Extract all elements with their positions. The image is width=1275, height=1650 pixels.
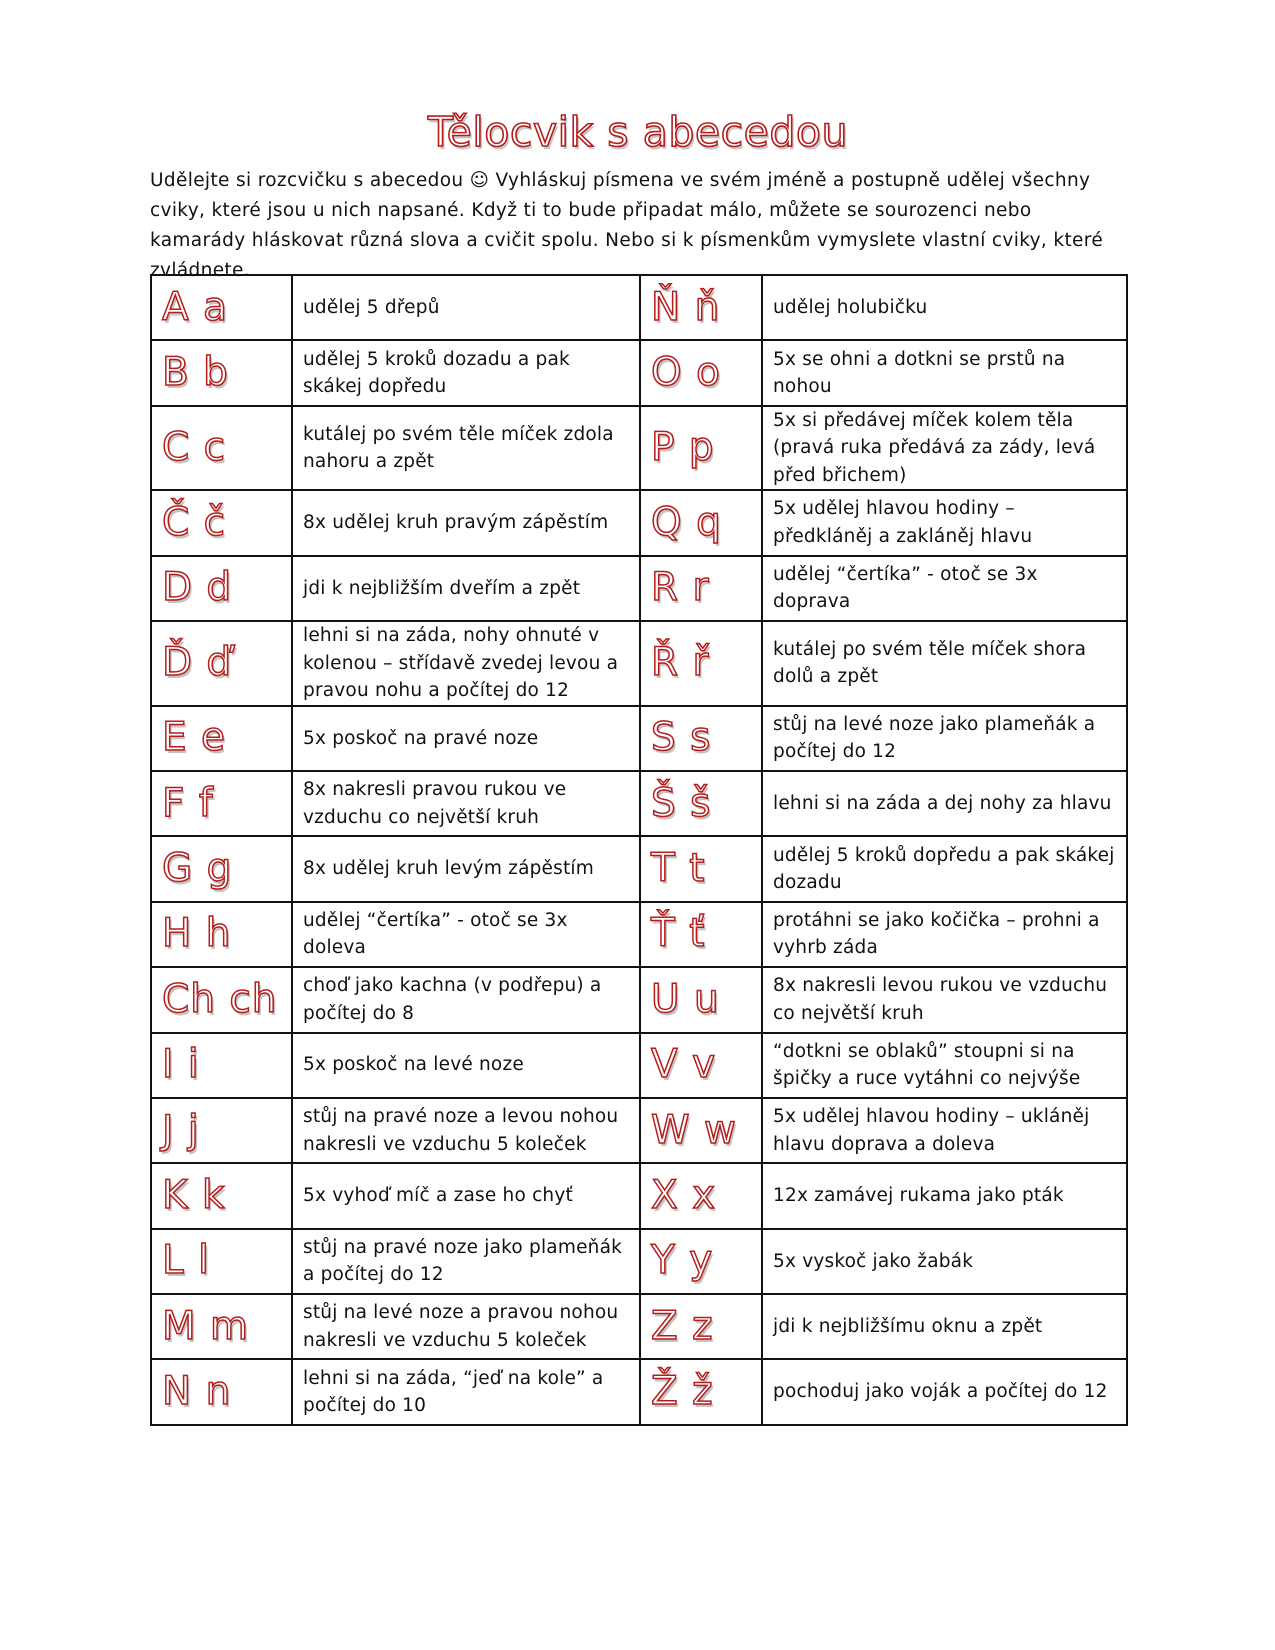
- letter-glyph: D d: [162, 565, 233, 611]
- exercise-cell-right: udělej holubičku: [762, 275, 1127, 340]
- letter-glyph: R r: [651, 565, 710, 611]
- letter-glyph: L l: [162, 1238, 210, 1284]
- exercise-cell-right: 5x se ohni a dotkni se prstů na nohou: [762, 340, 1127, 405]
- table-row: [151, 275, 1127, 340]
- letter-cell-right: [640, 967, 762, 1032]
- letter-cell-left: [151, 556, 292, 621]
- exercise-cell-right: jdi k nejbližšímu oknu a zpět: [762, 1294, 1127, 1359]
- exercise-cell-right: 5x vyskoč jako žabák: [762, 1229, 1127, 1294]
- letter-cell-right: [640, 771, 762, 836]
- alphabet-exercise-table: [150, 274, 1128, 1426]
- table-row: [151, 967, 1127, 1032]
- letter-cell-right: [640, 1229, 762, 1294]
- exercise-cell-left: 5x poskoč na pravé noze: [292, 706, 640, 771]
- letter-cell-left: [151, 1294, 292, 1359]
- letter-cell-left: [151, 1033, 292, 1098]
- exercise-cell-right: udělej “čertíka” - otoč se 3x doprava: [762, 556, 1127, 621]
- exercise-cell-left: udělej “čertíka” - otoč se 3x doleva: [292, 902, 640, 967]
- letter-glyph: P p: [651, 425, 715, 471]
- letter-glyph: Ř ř: [651, 640, 710, 686]
- letter-cell-left: [151, 621, 292, 706]
- letter-cell-left: [151, 902, 292, 967]
- letter-glyph: I i: [162, 1042, 200, 1088]
- letter-glyph: Q q: [651, 499, 722, 545]
- letter-cell-right: [640, 621, 762, 706]
- exercise-cell-left: 5x vyhoď míč a zase ho chyť: [292, 1163, 640, 1228]
- exercise-cell-right: pochoduj jako voják a počítej do 12: [762, 1359, 1127, 1424]
- letter-cell-left: [151, 340, 292, 405]
- table-row: [151, 621, 1127, 706]
- letter-glyph: G g: [162, 846, 233, 892]
- letter-cell-right: [640, 340, 762, 405]
- exercise-cell-left: 8x udělej kruh pravým zápěstím: [292, 490, 640, 555]
- table-row: [151, 1163, 1127, 1228]
- exercise-cell-left: choď jako kachna (v podřepu) a počítej do 8: [292, 967, 640, 1032]
- letter-cell-left: [151, 771, 292, 836]
- table-row: [151, 1098, 1127, 1163]
- exercise-cell-right: 12x zamávej rukama jako pták: [762, 1163, 1127, 1228]
- table-row: [151, 1229, 1127, 1294]
- letter-glyph: X x: [651, 1172, 717, 1218]
- letter-glyph: T t: [651, 846, 706, 892]
- page-title: Tělocvik s abecedou: [428, 108, 848, 156]
- exercise-cell-left: stůj na pravé noze jako plameňák a počítej do 12: [292, 1229, 640, 1294]
- letter-glyph: B b: [162, 350, 229, 396]
- exercise-cell-right: protáhni se jako kočička – prohni a vyhrb záda: [762, 902, 1127, 967]
- letter-cell-left: [151, 1229, 292, 1294]
- letter-cell-left: [151, 836, 292, 901]
- letter-cell-right: [640, 1359, 762, 1424]
- letter-glyph: F f: [162, 780, 214, 826]
- letter-cell-right: [640, 1294, 762, 1359]
- exercise-cell-left: kutálej po svém těle míček zdola nahoru a zpět: [292, 406, 640, 491]
- letter-cell-right: [640, 275, 762, 340]
- letter-cell-left: [151, 1359, 292, 1424]
- exercise-cell-right: 5x si předávej míček kolem těla (pravá ruka předává za zády, levá před břichem): [762, 406, 1127, 491]
- letter-cell-left: [151, 967, 292, 1032]
- letter-glyph: Ď ď: [162, 640, 233, 686]
- exercise-cell-left: lehni si na záda, nohy ohnuté v kolenou – střídavě zvedej levou a pravou nohu a počítej do 12: [292, 621, 640, 706]
- letter-glyph: J j: [162, 1107, 200, 1153]
- letter-glyph: S s: [651, 715, 712, 761]
- exercise-cell-right: udělej 5 kroků dopředu a pak skákej dozadu: [762, 836, 1127, 901]
- exercise-cell-right: kutálej po svém těle míček shora dolů a zpět: [762, 621, 1127, 706]
- letter-cell-right: [640, 1163, 762, 1228]
- letter-cell-right: [640, 556, 762, 621]
- table-row: [151, 1359, 1127, 1424]
- letter-glyph: C c: [162, 425, 227, 471]
- letter-cell-left: [151, 1163, 292, 1228]
- exercise-cell-left: udělej 5 kroků dozadu a pak skákej dopředu: [292, 340, 640, 405]
- table-body: [151, 275, 1127, 1425]
- table-row: [151, 902, 1127, 967]
- table-row: [151, 1033, 1127, 1098]
- table-row: [151, 836, 1127, 901]
- table-row: [151, 1294, 1127, 1359]
- exercise-cell-left: 5x poskoč na levé noze: [292, 1033, 640, 1098]
- table-row: [151, 490, 1127, 555]
- letter-cell-left: [151, 406, 292, 491]
- letter-glyph: W w: [651, 1107, 737, 1153]
- letter-glyph: V v: [651, 1042, 717, 1088]
- exercise-cell-left: 8x nakresli pravou rukou ve vzduchu co největší kruh: [292, 771, 640, 836]
- letter-cell-right: [640, 1033, 762, 1098]
- letter-glyph: O o: [651, 350, 721, 396]
- letter-glyph: U u: [651, 976, 720, 1022]
- exercise-cell-left: lehni si na záda, “jeď na kole” a počítej do 10: [292, 1359, 640, 1424]
- letter-cell-right: [640, 406, 762, 491]
- intro-paragraph: Udělejte si rozcvičku s abecedou ☺ Vyhláskuj písmena ve svém jméně a postupně udělej všechny cviky, které jsou u nich napsané. Když ti to bude připadat málo, můžete se sourozenci nebo kamarády hláskovat různá slova a cvičit spolu. Nebo si k písmenkům vymyslete vlastní cviky, které zvládnete.: [150, 170, 1104, 281]
- letter-glyph: H h: [162, 911, 232, 957]
- letter-glyph: Č č: [162, 499, 227, 545]
- exercise-cell-right: 8x nakresli levou rukou ve vzduchu co největší kruh: [762, 967, 1127, 1032]
- table-row: [151, 556, 1127, 621]
- letter-glyph: A a: [162, 284, 228, 330]
- exercise-cell-right: 5x udělej hlavou hodiny – předkláněj a zakláněj hlavu: [762, 490, 1127, 555]
- letter-cell-right: [640, 1098, 762, 1163]
- letter-cell-right: [640, 902, 762, 967]
- letter-cell-left: [151, 275, 292, 340]
- letter-cell-left: [151, 706, 292, 771]
- table-row: [151, 406, 1127, 491]
- letter-glyph: K k: [162, 1172, 226, 1218]
- letter-glyph: Y y: [651, 1238, 714, 1284]
- letter-glyph: Ť ť: [651, 911, 706, 957]
- table-row: [151, 706, 1127, 771]
- letter-glyph: Š š: [651, 780, 712, 826]
- exercise-cell-left: jdi k nejbližším dveřím a zpět: [292, 556, 640, 621]
- letter-cell-right: [640, 836, 762, 901]
- letter-glyph: Ž ž: [651, 1369, 714, 1415]
- letter-glyph: M m: [162, 1303, 250, 1349]
- exercise-cell-left: stůj na levé noze a pravou nohou nakresli ve vzduchu 5 koleček: [292, 1294, 640, 1359]
- letter-cell-right: [640, 706, 762, 771]
- table-row: [151, 340, 1127, 405]
- exercise-cell-left: udělej 5 dřepů: [292, 275, 640, 340]
- letter-glyph: N n: [162, 1369, 232, 1415]
- exercise-cell-right: stůj na levé noze jako plameňák a počítej do 12: [762, 706, 1127, 771]
- letter-glyph: Z z: [651, 1303, 714, 1349]
- table-row: [151, 771, 1127, 836]
- exercise-cell-right: “dotkni se oblaků” stoupni si na špičky a ruce vytáhni co nejvýše: [762, 1033, 1127, 1098]
- exercise-cell-left: stůj na pravé noze a levou nohou nakresli ve vzduchu 5 koleček: [292, 1098, 640, 1163]
- letter-cell-left: [151, 490, 292, 555]
- letter-cell-right: [640, 490, 762, 555]
- exercise-cell-left: 8x udělej kruh levým zápěstím: [292, 836, 640, 901]
- letter-cell-left: [151, 1098, 292, 1163]
- letter-glyph: Ň ň: [651, 284, 721, 330]
- letter-glyph: E e: [162, 715, 227, 761]
- exercise-cell-right: 5x udělej hlavou hodiny – ukláněj hlavu doprava a doleva: [762, 1098, 1127, 1163]
- exercise-cell-right: lehni si na záda a dej nohy za hlavu: [762, 771, 1127, 836]
- letter-glyph: Ch ch: [162, 976, 278, 1022]
